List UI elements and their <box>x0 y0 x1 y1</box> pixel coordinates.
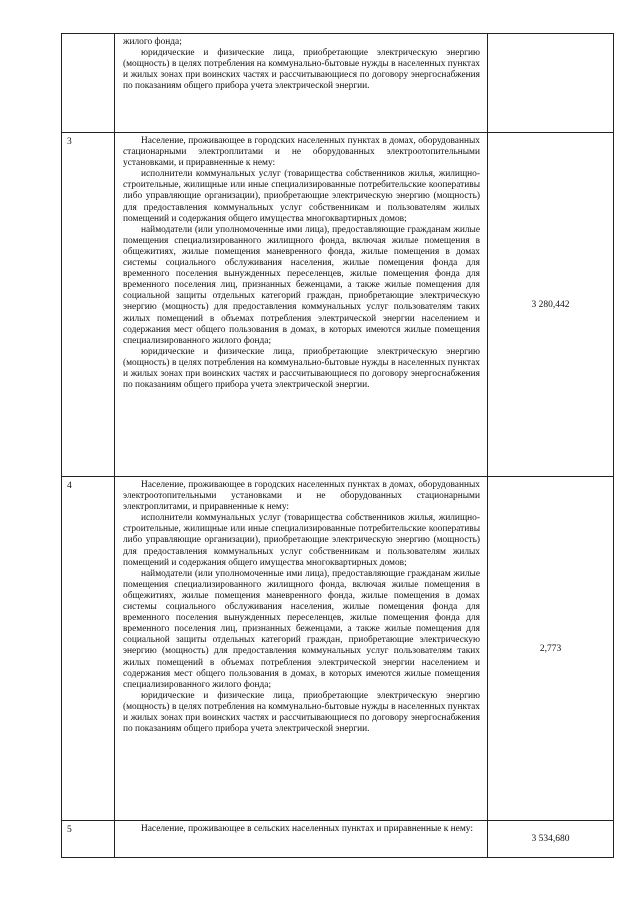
paragraph: наймодатели (или уполномоченные ими лица), предоставляющие гражданам жилые помещения специализированного жилищного фонда, включая жилые помещения в общежитиях, жилые помещения маневренного фонда, жилые помещения в домах системы социального обслуживания населения, жилые помещения фонда для временного поселения вынужденных переселенцев, жилые помещения фонда для временного поселения лиц, признанных беженцами, а также жилые помещения для социальной защиты отдельных категорий граждан, приобретающие электрическую энергию (мощность) для предоставления коммунальных услуг пользователям таких жилых помещений в объемах потребления электрической энергии населением и содержания мест общего пользования в домах, в которых имеются жилые помещения специализированного жилого фонда; <box>123 224 480 346</box>
table-row <box>62 821 614 858</box>
table-row <box>62 133 614 477</box>
paragraph: юридические и физические лица, приобретающие электрическую энергию (мощность) в целях потребления на коммунально-бытовые нужды в населенных пунктах и жилых зонах при воинских частях и рассчитывающиеся по договору энергоснабжения по показаниям общего прибора учета электрической энергии. <box>123 48 480 92</box>
paragraph: жилого фонда; <box>123 37 182 47</box>
row-value: 2,773 <box>488 477 614 821</box>
row-description <box>115 34 488 133</box>
paragraph: исполнители коммунальных услуг (товарищества собственников жилья, жилищно-строительные, жилищные или иные специализированные потребительские кооперативы либо управляющие организации), приобретающие электрическую энергию (мощность) для предоставления коммунальных услуг собственникам и пользователям жилых помещений и содержания общего имущества многоквартирных домов; <box>123 169 480 224</box>
row-value: 3 534,680 <box>488 821 614 858</box>
tariff-table <box>61 33 614 858</box>
paragraph: юридические и физические лица, приобретающие электрическую энергию (мощность) в целях потребления на коммунально-бытовые нужды в населенных пунктах и жилых зонах при воинских частях и рассчитывающиеся по договору энергоснабжения по показаниям общего прибора учета электрической энергии. <box>123 690 480 735</box>
paragraph: юридические и физические лица, приобретающие электрическую энергию (мощность) в целях потребления на коммунально-бытовые нужды в населенных пунктах и жилых зонах при воинских частях и рассчитывающиеся по договору энергоснабжения по показаниям общего прибора учета электрической энергии. <box>123 346 480 391</box>
paragraph: Население, проживающее в городских населенных пунктах в домах, оборудованных электроотопительными установками и не оборудованных стационарными электроплитами, и приравненные к нему: <box>123 480 480 513</box>
table-row <box>62 477 614 821</box>
row-description <box>115 821 488 858</box>
row-number: 4 <box>62 477 115 821</box>
row-number: 5 <box>62 821 115 858</box>
row-number: 3 <box>62 133 115 477</box>
paragraph: Население, проживающее в сельских населенных пунктах и приравненные к нему: <box>141 824 473 834</box>
paragraph: исполнители коммунальных услуг (товарищества собственников жилья, жилищно-строительные, жилищные или иные специализированные потребительские кооперативы либо управляющие организации), приобретающие электрическую энергию (мощность) для предоставления коммунальных услуг собственникам и пользователям жилых помещений и содержания общего имущества многоквартирных домов; <box>123 513 480 568</box>
paragraph: Население, проживающее в городских населенных пунктах в домах, оборудованных стационарными электроплитами и не оборудованных электроотопительными установками, и приравненные к нему: <box>123 136 480 169</box>
paragraph: наймодатели (или уполномоченные ими лица), предоставляющие гражданам жилые помещения специализированного жилищного фонда, включая жилые помещения в общежитиях, жилые помещения маневренного фонда, жилые помещения в домах системы социального обслуживания населения, жилые помещения фонда для временного поселения вынужденных переселенцев, жилые помещения фонда для временного поселения лиц, признанных беженцами, а также жилые помещения для социальной защиты отдельных категорий граждан, приобретающие электрическую энергию (мощность) для предоставления коммунальных услуг пользователям таких жилых помещений в объемах потребления электрической энергии населением и содержания мест общего пользования в домах, в которых имеются жилые помещения специализированного жилого фонда; <box>123 568 480 690</box>
row-description <box>115 477 488 821</box>
row-value <box>488 34 614 133</box>
table-row <box>62 34 614 133</box>
row-number <box>62 34 115 133</box>
row-value: 3 280,442 <box>488 133 614 477</box>
row-description <box>115 133 488 477</box>
